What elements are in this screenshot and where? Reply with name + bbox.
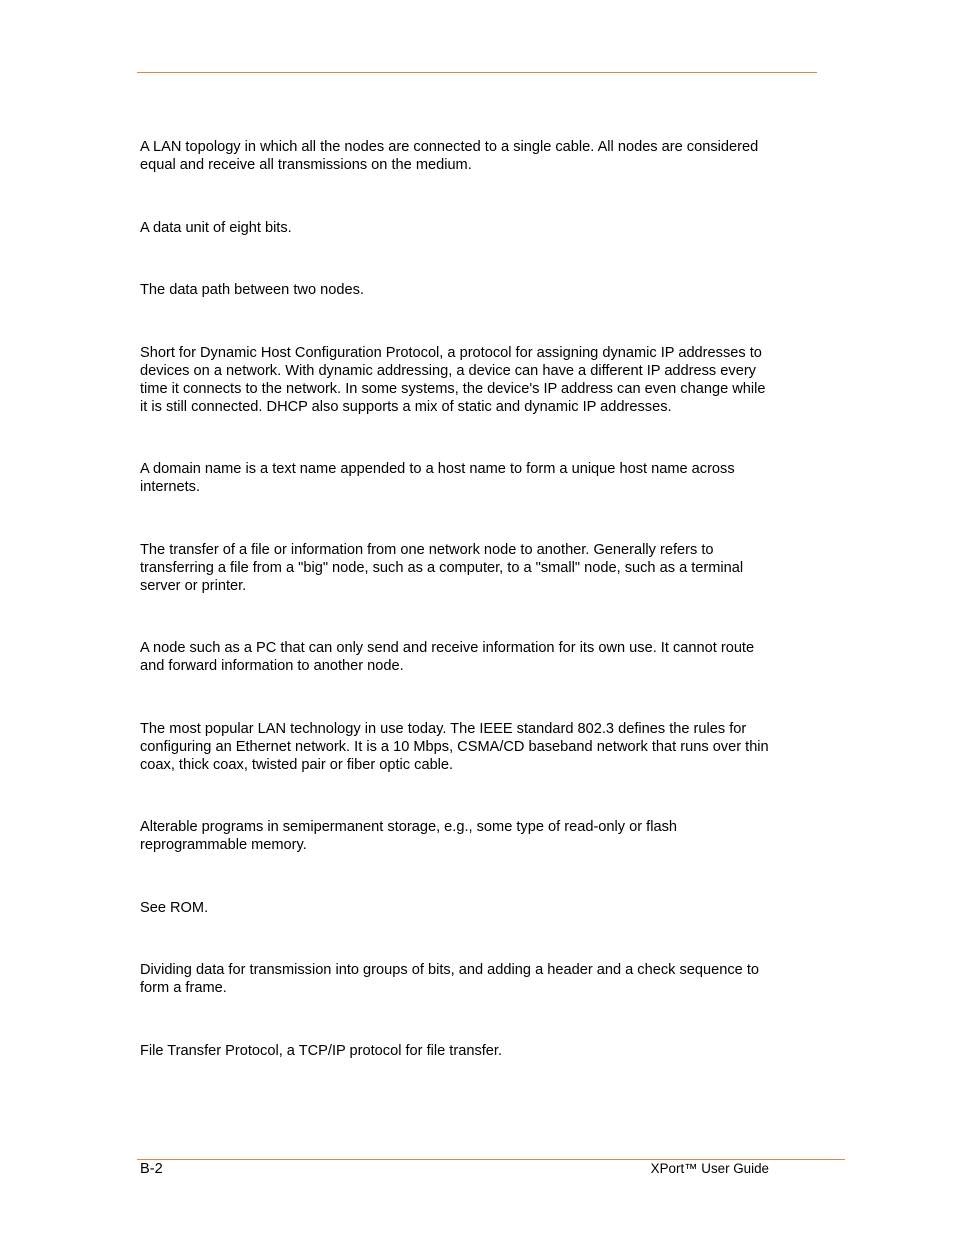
footer-document-title: XPort™ User Guide bbox=[650, 1161, 769, 1176]
glossary-definition-download bbox=[140, 541, 820, 595]
definition-line: time it connects to the network. In some systems, the device's IP address can even change while bbox=[140, 381, 766, 397]
glossary-definition-ethernet bbox=[140, 720, 820, 774]
definition-line: A node such as a PC that can only send and receive information for its own use. It cannot route bbox=[140, 640, 755, 656]
footer-rule bbox=[137, 1159, 845, 1160]
definition-line: form a frame. bbox=[140, 980, 227, 996]
glossary-definition-byte bbox=[140, 219, 820, 237]
definition-line: See ROM. bbox=[140, 900, 209, 916]
glossary-definition-ftp bbox=[140, 1042, 820, 1060]
glossary-definition-domain bbox=[140, 460, 820, 496]
definition-line: The transfer of a file or information from one network node to another. Generally refers to bbox=[140, 542, 714, 558]
definition-line: File Transfer Protocol, a TCP/IP protocol for file transfer. bbox=[140, 1043, 503, 1059]
definition-line: A domain name is a text name appended to a host name to form a unique host name across bbox=[140, 461, 735, 477]
definition-line: The data path between two nodes. bbox=[140, 282, 364, 298]
definition-line: and forward information to another node. bbox=[140, 658, 404, 674]
definition-line: internets. bbox=[140, 479, 201, 495]
footer-page-number: B-2 bbox=[140, 1161, 163, 1177]
definition-line: server or printer. bbox=[140, 578, 247, 594]
glossary-definition-channel bbox=[140, 281, 820, 299]
definition-line: A LAN topology in which all the nodes are connected to a single cable. All nodes are considered bbox=[140, 139, 759, 155]
glossary-definition-framing bbox=[140, 961, 820, 997]
definition-line: Dividing data for transmission into groups of bits, and adding a header and a check sequence to bbox=[140, 962, 760, 978]
definition-line: devices on a network. With dynamic addressing, a device can have a different IP address every bbox=[140, 363, 756, 379]
definition-line: Alterable programs in semipermanent storage, e.g., some type of read-only or flash bbox=[140, 819, 677, 835]
definition-line: The most popular LAN technology in use today. The IEEE standard 802.3 defines the rules for bbox=[140, 721, 747, 737]
definition-line: configuring an Ethernet network. It is a 10 Mbps, CSMA/CD baseband network that runs over thin bbox=[140, 739, 769, 755]
definition-line: coax, thick coax, twisted pair or fiber optic cable. bbox=[140, 757, 454, 773]
definition-line: it is still connected. DHCP also supports a mix of static and dynamic IP addresses. bbox=[140, 399, 672, 415]
glossary-definition-flash bbox=[140, 899, 820, 917]
definition-line: reprogrammable memory. bbox=[140, 837, 307, 853]
definition-line: equal and receive all transmissions on the medium. bbox=[140, 157, 472, 173]
header-rule bbox=[137, 72, 817, 73]
glossary-definition-firmware bbox=[140, 818, 820, 854]
definition-line: transferring a file from a "big" node, such as a computer, to a "small" node, such as a terminal bbox=[140, 560, 744, 576]
glossary-definition-bus-topology bbox=[140, 138, 820, 174]
glossary-definition-end-node bbox=[140, 639, 820, 675]
glossary-definition-dhcp bbox=[140, 344, 820, 416]
definition-line: A data unit of eight bits. bbox=[140, 220, 292, 236]
definition-line: Short for Dynamic Host Configuration Protocol, a protocol for assigning dynamic IP addresses to bbox=[140, 345, 762, 361]
